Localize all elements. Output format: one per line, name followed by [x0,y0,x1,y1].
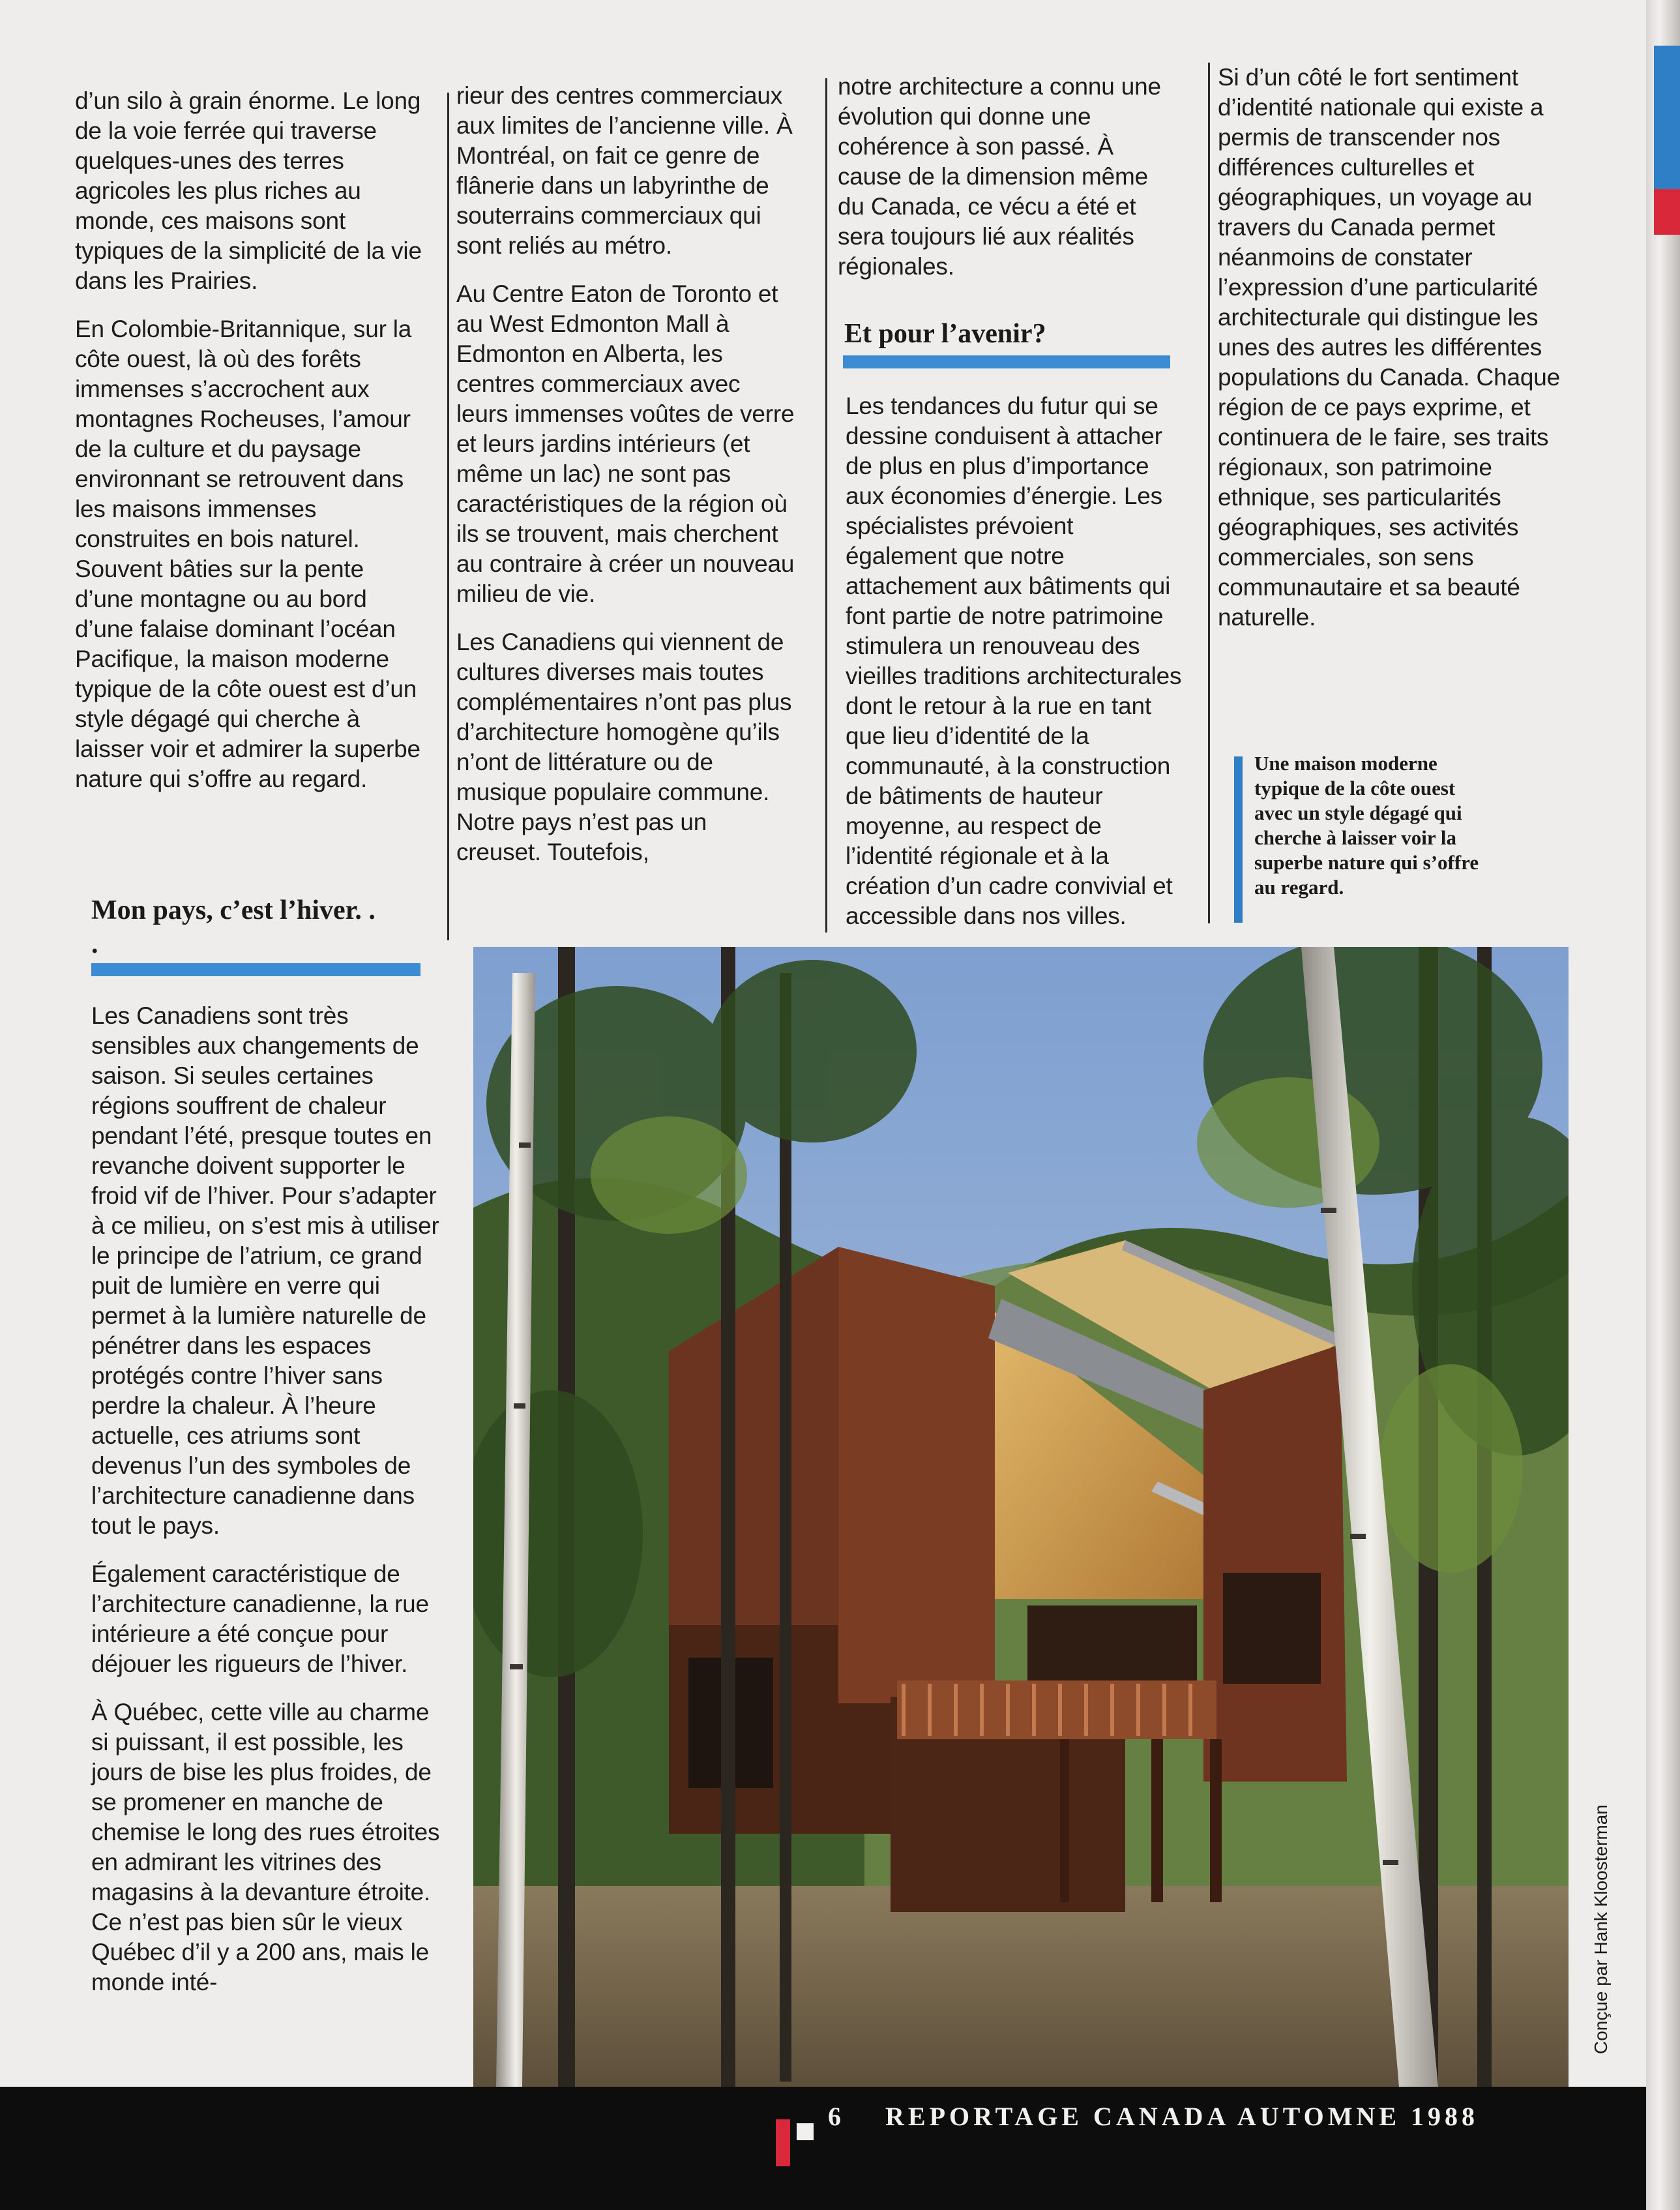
house-center [838,1247,995,1703]
column-2 [456,81,795,886]
column-3-bottom [846,391,1185,949]
page-footer [828,2101,1479,2132]
house-photo [473,947,1569,2087]
paragraph: Au Centre Eaton de Toronto et au West Edmonton Mall à Edmonton en Alberta, les centres commerciaux avec leurs immenses voûtes de verre et leurs jardins intérieurs (et même un lac) ne sont pas caractéristiques de la région où ils se trouvent, mais cherchent au contraire à créer un nouveau milieu de vie. [456,280,795,607]
caption-bar [1234,756,1243,923]
paragraph: Les tendances du futur qui se dessine conduisent à attacher de plus en plus d’importance aux économies d’énergie. Les spécialistes prévoient également que notre attachement aux bâtiments qui font partie de notre patrimoine stimulera un renouveau des vieilles traditions architecturales dont le retour à la rue en tant que lieu d’identité de la communauté, à la construction de bâtiments de hauteur moyenne, au respect de l’identité régionale et à la création d’un cadre convivial et accessible dans nos villes. [846,393,1182,929]
paragraph: d’un silo à grain énorme. Le long de la voie ferrée qui traverse quelques-unes des terres agricoles les plus riches au monde, ces maisons sont typiques de la simplicité de la vie dans les Prairies. [75,87,422,294]
page-number: 6 [828,2102,845,2131]
column-4 [1218,63,1563,651]
paragraph: En Colombie-Britannique, sur la côte ouest, là où des forêts immenses s’accrochent aux montagnes Rocheuses, l’amour de la culture et du paysage environnant se retrouvent dans les maisons immenses construites en bois naturel. Souvent bâties sur la pente d’une montagne ou au bord d’une falaise dominant l’océan Pacifique, la maison moderne typique de la côte ouest est d’un style dégagé qui cherche à laisser voir et admirer la superbe nature qui s’offre au regard. [75,316,420,792]
heading-underline-bar [91,963,420,976]
column-1-top [75,86,427,813]
section-heading-avenir: Et pour l’avenir? [844,319,1046,349]
spine-red-stripe [1654,189,1680,235]
column-3-top [838,72,1177,300]
photo-credit: Conçue par Hank Kloosterman [1591,1804,1611,2054]
paragraph: Également caractéristique de l’architecture canadienne, la rue intérieure a été conçue pour déjouer les rigueurs de l’hiver. [91,1560,429,1677]
column-divider [447,93,449,940]
paragraph: notre architecture a connu une évolution qui donne une cohérence à son passé. À cause de la dimension même du Canada, ce vécu a été et sera toujours lié aux réalités régionales. [838,73,1161,280]
spine-blue-stripe [1654,46,1680,189]
house-right-wing [1203,1345,1347,1782]
paragraph: À Québec, cette ville au charme si puissant, il est possible, les jours de bise les plus froides, de se promener en manche de chemise le long des rues étroites en admirant les vitrines des magasins à la devanture étroite. Ce n’est pas bien sûr le vieux Québec d’il y a 200 ans, mais le monde inté- [91,1699,440,1995]
photo-caption: Une maison moderne typique de la côte ouest avec un style dégagé qui cherche à laisser voir la superbe nature qui s’offre au regard. [1254,752,1479,899]
footer-red-mark [776,2119,790,2166]
column-1-bottom [91,1001,443,2016]
footer-white-square [797,2123,814,2140]
paragraph: Si d’un côté le fort sentiment d’identité nationale qui existe a permis de transcender nos différences culturelles et géographiques, un voyage au travers du Canada permet néanmoins de constater l’expression d’une particularité architecturale qui distingue les unes des autres les différentes populations du Canada. Chaque région de ce pays exprime, et continuera de le faire, ses traits régionaux, son patrimoine ethnique, ses particularités géographiques, ses activités commerciales, son sens communautaire et sa beauté naturelle. [1218,64,1560,631]
publication-name: REPORTAGE CANADA AUTOMNE 1988 [885,2102,1479,2131]
paragraph: Les Canadiens qui viennent de cultures diverses mais toutes complémentaires n’ont pas plus d’architecture homogène qu’ils n’ont de littérature ou de musique populaire commune. Notre pays n’est pas un creuset. Toutefois, [456,629,792,865]
section-heading-hiver: Mon pays, c’est l’hiver. . . [91,895,376,959]
paragraph: Les Canadiens sont très sensibles aux changements de saison. Si seules certaines régions souffrent de chaleur pendant l’été, presque toutes en revanche doivent supporter le froid vif de l’hiver. Pour s’adapter à ce milieu, on s’est mis à utiliser le principe de l’atrium, ce grand puit de lumière en verre qui permet à la lumière naturelle de pénétrer dans les espaces protégés contre l’hiver sans perdre la chaleur. À l’heure actuelle, ces atriums sont devenus l’un des symboles de l’architecture canadienne dans tout le pays. [91,1002,439,1539]
paragraph: rieur des centres commerciaux aux limites de l’ancienne ville. À Montréal, on fait ce genre de flânerie dans un labyrinthe de souterrains commerciaux qui sont reliés au métro. [456,82,793,259]
balcony [897,1680,1216,1739]
column-divider [1208,63,1210,923]
column-divider [825,78,827,933]
heading-underline-bar [843,355,1170,368]
page-spine [1646,0,1680,2210]
